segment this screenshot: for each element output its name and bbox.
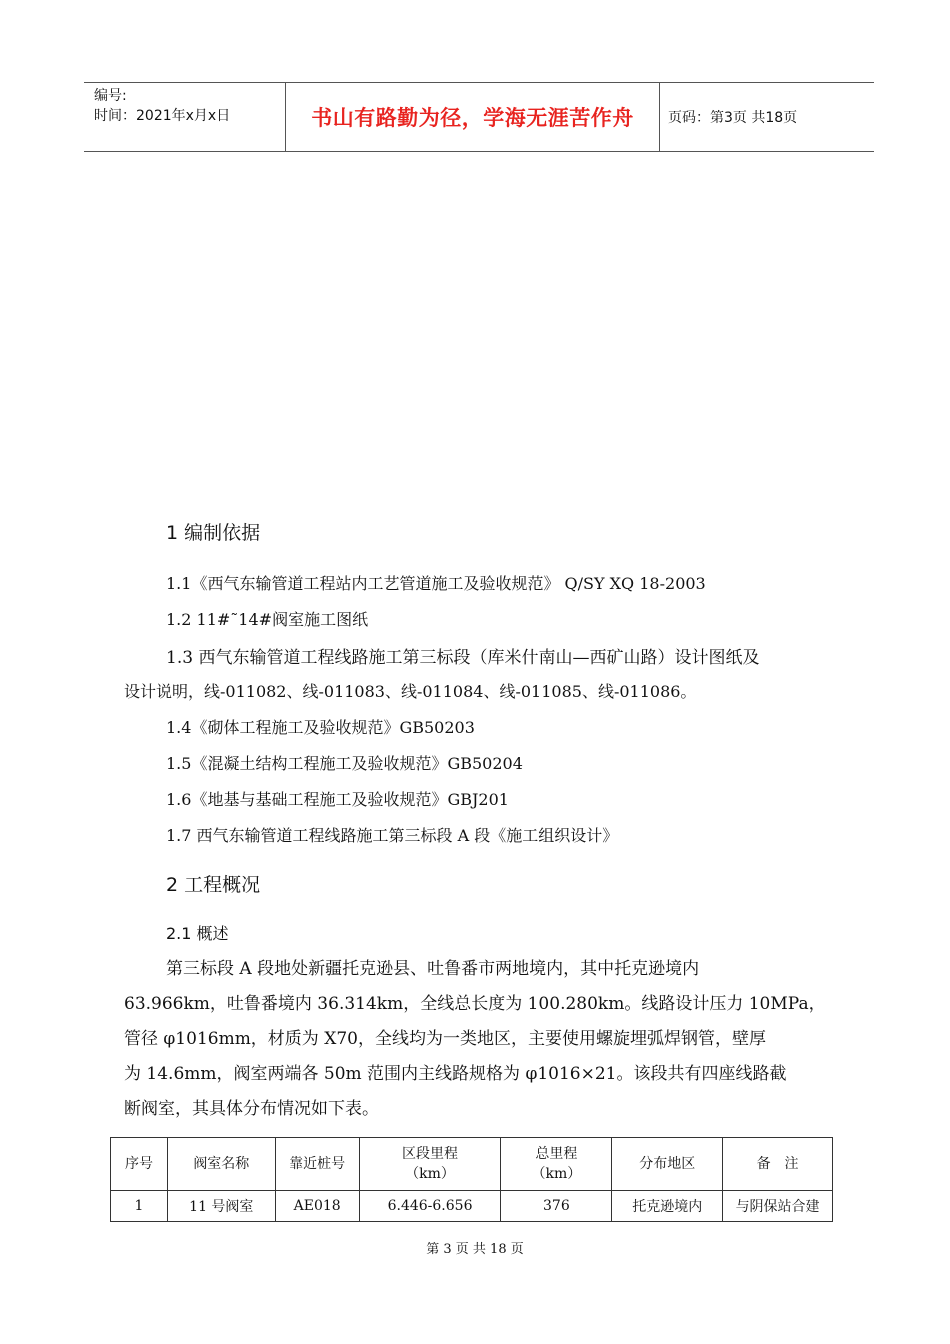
- col-header-remark: 备 注: [723, 1138, 833, 1191]
- basis-item-2: 1.2 11#˜14#阀室施工图纸: [166, 610, 369, 629]
- overview-line-3: 管径 φ1016mm，材质为 X70，全线均为一类地区，主要使用螺旋埋弧焊钢管，壁厚: [124, 1029, 766, 1049]
- overview-paragraph: [124, 952, 836, 1127]
- table-header-row: [111, 1138, 833, 1191]
- cell-total-mileage: 376: [501, 1191, 612, 1222]
- basis-item-1: 1.1《西气东输管道工程站内工艺管道施工及验收规范》 Q/SY XQ 18-2003: [166, 574, 706, 593]
- cell-index: 1: [111, 1191, 168, 1222]
- overview-line-4: 为 14.6mm，阀室两端各 50m 范围内主线路规格为 φ1016×21。该段共有四座线路截: [124, 1064, 787, 1084]
- overview-text-1: 第三标段 A 段地处新疆托克逊县、吐鲁番市两地境内，其中托克逊境内: [166, 959, 700, 979]
- header-motto-cell: [285, 83, 660, 151]
- col-header-stake: 靠近桩号: [275, 1138, 359, 1191]
- cell-remark: 与阴保站合建: [723, 1191, 833, 1222]
- col-header-section-mileage: 区段里程 （km）: [359, 1138, 501, 1191]
- basis-item-7: 1.7 西气东输管道工程线路施工第三标段 A 段《施工组织设计》: [166, 826, 619, 845]
- overview-line-5: 断阀室，其具体分布情况如下表。: [124, 1099, 379, 1119]
- col-header-name: 阀室名称: [167, 1138, 275, 1191]
- page-footer: 第 3 页 共 18 页: [426, 1242, 524, 1257]
- col-header-region: 分布地区: [612, 1138, 723, 1191]
- table-row: [111, 1191, 833, 1222]
- page-header: [84, 82, 874, 152]
- basis-item-4: 1.4《砌体工程施工及验收规范》GB50203: [166, 718, 475, 737]
- overview-line-1: [124, 952, 836, 987]
- cell-name: 11 号阀室: [167, 1191, 275, 1222]
- cell-stake: AE018: [275, 1191, 359, 1222]
- basis-item-3: 1.3 西气东输管道工程线路施工第三标段（库米什南山—西矿山路）设计图纸及: [166, 648, 760, 668]
- col-header-index: 序号: [111, 1138, 168, 1191]
- basis-item-3-cont: 设计说明，线-011082、线-011083、线-011084、线-011085、线-011086。: [124, 682, 697, 701]
- section1-title: 1 编制依据: [166, 522, 261, 544]
- valve-room-table: [110, 1137, 833, 1222]
- overview-line-2: 63.966km，吐鲁番境内 36.314km，全线总长度为 100.280km。线路设计压力 10MPa，: [124, 994, 826, 1014]
- col-header-total-mileage: 总里程 （km）: [501, 1138, 612, 1191]
- basis-item-6: 1.6《地基与基础工程施工及验收规范》GBJ201: [166, 790, 509, 809]
- section2-subtitle: 2.1 概述: [166, 924, 229, 943]
- basis-item-5: 1.5《混凝土结构工程施工及验收规范》GB50204: [166, 754, 523, 773]
- motto: 书山有路勤为径，学海无涯苦作舟: [311, 106, 634, 130]
- cell-section-mileage: 6.446-6.656: [359, 1191, 501, 1222]
- number-label: 编号:: [94, 88, 127, 104]
- header-page-info: 页码：第3页 共18页: [668, 110, 798, 126]
- time-label: 时间：2021年x月x日: [94, 108, 231, 124]
- section2-title: 2 工程概况: [166, 874, 261, 896]
- header-meta: [94, 83, 284, 151]
- cell-region: 托克逊境内: [612, 1191, 723, 1222]
